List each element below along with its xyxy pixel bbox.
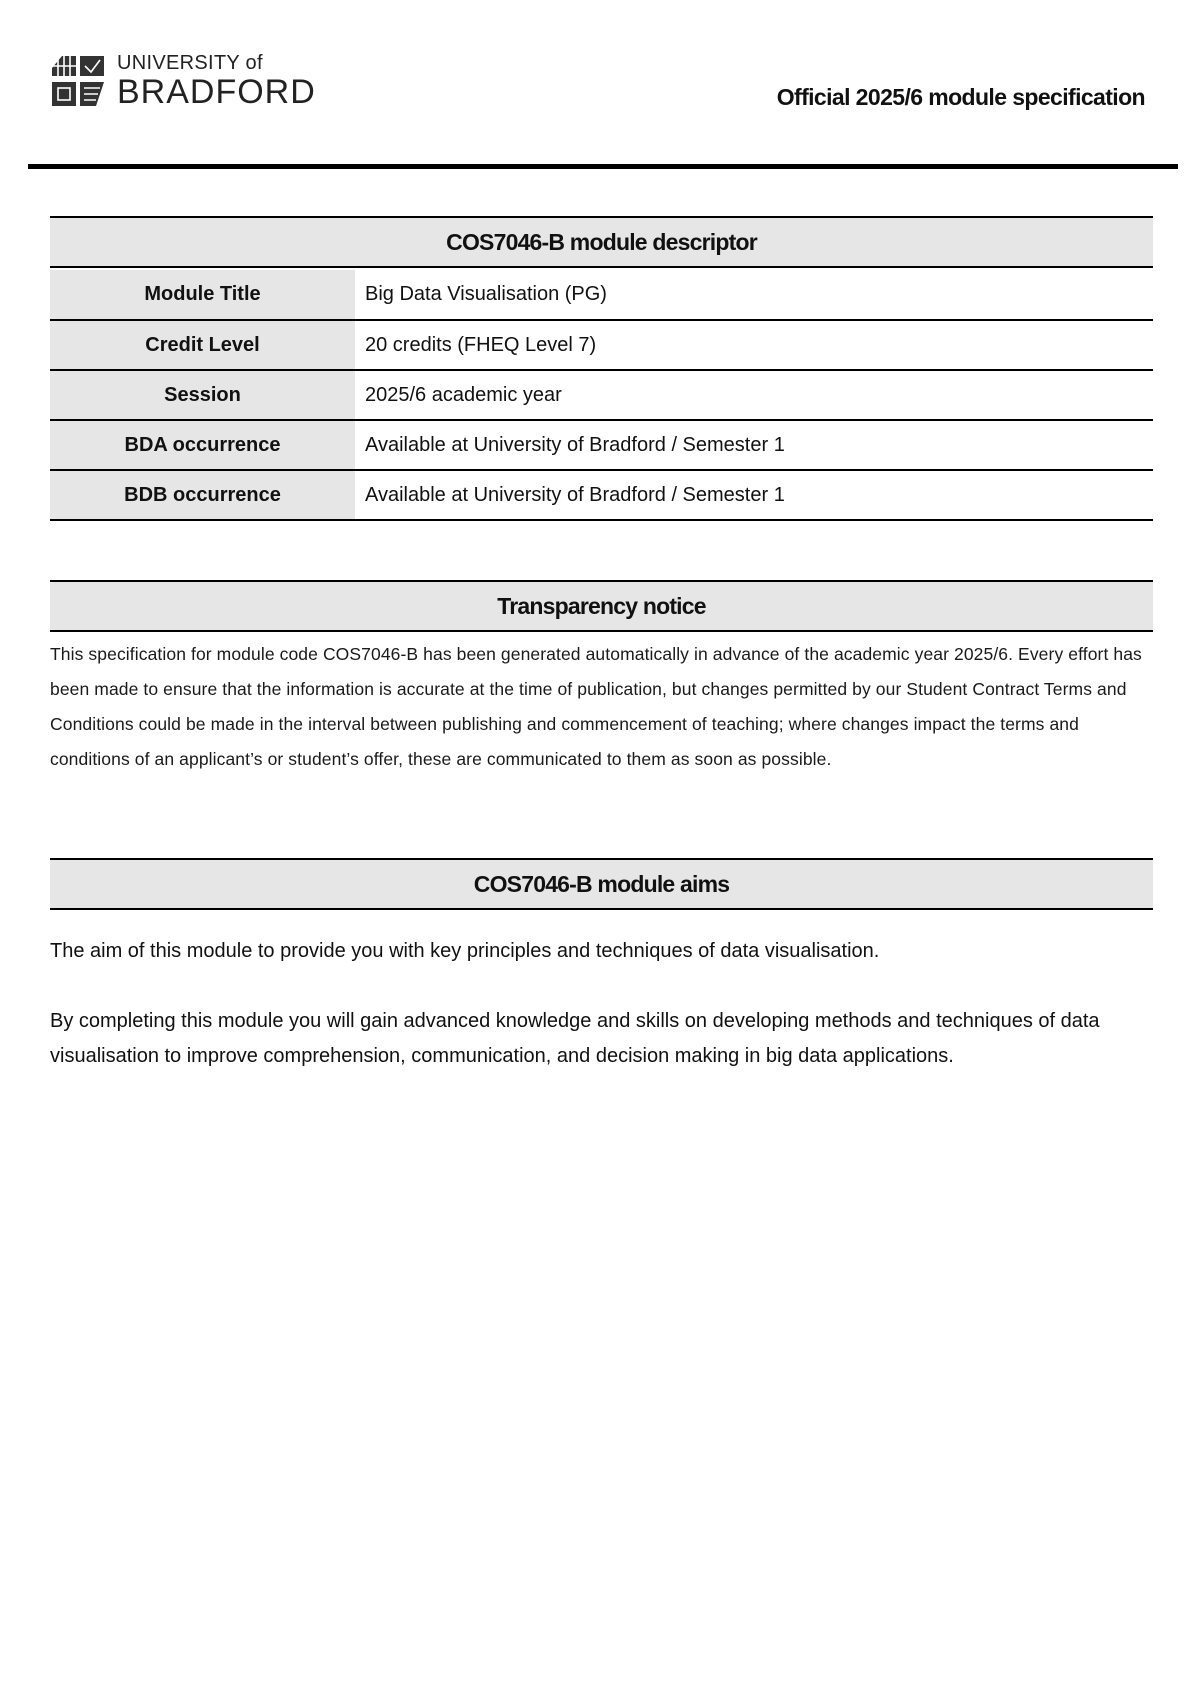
transparency-notice-text: This specification for module code COS7046-B has been generated automatically in advance of the academic year 2025/6. Every effort has been made to ensure that the information is accurate at the time of publication, but changes permitted by our Student Contract Terms and Conditions could be made in the interval between publishing and commencement of teaching; where changes impact the terms and conditions of an applicant’s or student’s offer, these are communicated to them as soon as possible. — [50, 644, 1142, 769]
row-label: Module Title — [50, 270, 355, 320]
document-label: Official 2025/6 module specification — [776, 84, 1145, 110]
university-crest-icon — [50, 52, 107, 110]
row-label: Credit Level — [50, 320, 355, 370]
aims-paragraph: The aim of this module to provide you with key principles and techniques of data visualisation. — [50, 940, 880, 962]
header-divider — [28, 164, 1178, 169]
university-logo — [50, 52, 316, 110]
aims-paragraph: By completing this module you will gain advanced knowledge and skills on developing methods and techniques of data visualisation to improve comprehension, communication, and decision making in big data applications. — [50, 1010, 1100, 1067]
table-row — [50, 470, 1153, 520]
aims-body — [50, 934, 1160, 1109]
table-row — [50, 420, 1153, 470]
aims-heading: COS7046-B module aims — [50, 858, 1153, 910]
page-header — [0, 0, 1200, 170]
descriptor-table — [50, 270, 1153, 521]
table-row — [50, 320, 1153, 370]
row-value: 20 credits (FHEQ Level 7) — [355, 320, 1153, 370]
row-value: Available at University of Bradford / Semester 1 — [355, 420, 1153, 470]
table-row — [50, 370, 1153, 420]
row-value: Big Data Visualisation (PG) — [355, 270, 1153, 320]
row-label: Session — [50, 370, 355, 420]
logo-line-university: UNIVERSITY of — [117, 52, 263, 74]
logo-line-bradford: BRADFORD — [117, 73, 316, 111]
transparency-heading: Transparency notice — [50, 580, 1153, 632]
table-row — [50, 270, 1153, 320]
row-label: BDA occurrence — [50, 420, 355, 470]
descriptor-heading: COS7046-B module descriptor — [50, 216, 1153, 268]
row-label: BDB occurrence — [50, 470, 355, 520]
row-value: 2025/6 academic year — [355, 370, 1153, 420]
row-value: Available at University of Bradford / Semester 1 — [355, 470, 1153, 520]
